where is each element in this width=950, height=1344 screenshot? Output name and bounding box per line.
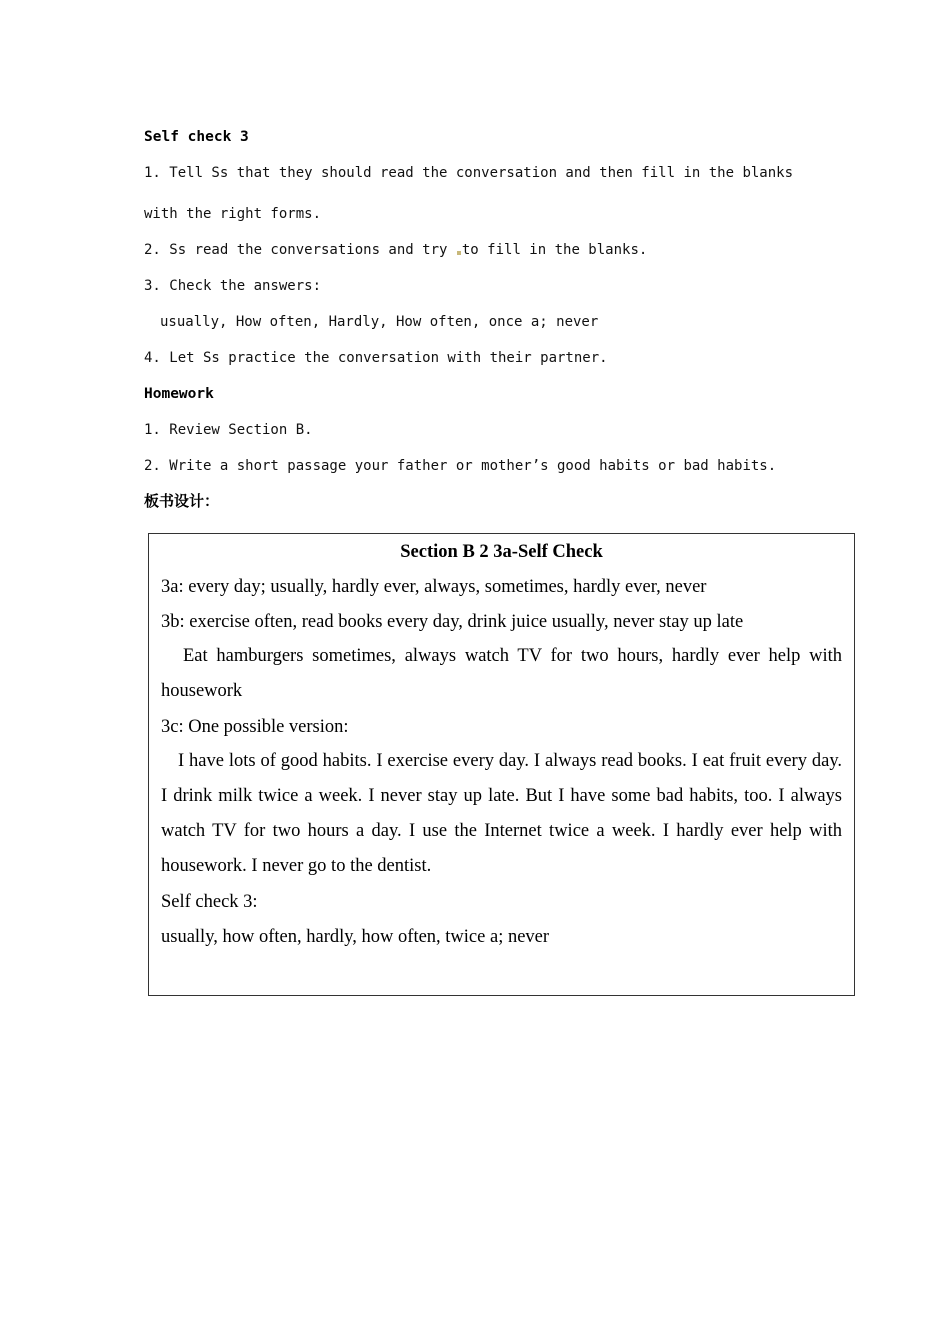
self-check-heading: Self check 3 — [144, 129, 249, 145]
self-check-step-2 — [144, 241, 647, 259]
self-check-step-2-part-a: 2. Ss read the conversations and try — [144, 242, 456, 258]
homework-item-2: 2. Write a short passage your father or mother’s good habits or bad habits. — [144, 458, 777, 474]
self-check-step-2-part-b: to fill in the blanks. — [461, 242, 648, 258]
board-line-3c: 3c: One possible version: — [161, 717, 349, 737]
self-check-step-3: 3. Check the answers: — [144, 278, 322, 294]
board-design-box — [148, 533, 855, 996]
board-design-heading: 板书设计： — [144, 492, 220, 510]
self-check-answers: usually, How often, Hardly, How often, once a; never — [160, 314, 599, 330]
board-title: Section B 2 3a-Self Check — [400, 542, 603, 562]
homework-item-1: 1. Review Section B. — [144, 422, 313, 438]
board-paragraph: I have lots of good habits. I exercise every day. I always read books. I eat fruit every day. I drink milk twice a week. I never stay up late. But I have some bad habits, too. I always watch TV for two hours a day. I use the Internet twice a week. I hardly ever help with housework. I never go to the dentist. — [161, 751, 842, 876]
board-line-3b-continued: Eat hamburgers sometimes, always watch TV for two hours, hardly ever help with housework — [161, 646, 842, 701]
board-line-3b: 3b: exercise often, read books every day, drink juice usually, never stay up late — [161, 612, 744, 632]
board-self-check-answers: usually, how often, hardly, how often, twice a; never — [161, 927, 550, 947]
board-line-3a: 3a: every day; usually, hardly ever, always, sometimes, hardly ever, never — [161, 577, 707, 597]
self-check-step-1-continued: with the right forms. — [144, 206, 322, 222]
anchor-mark — [457, 251, 461, 255]
self-check-step-4: 4. Let Ss practice the conversation with their partner. — [144, 350, 608, 366]
board-self-check-label: Self check 3: — [161, 892, 258, 912]
homework-heading: Homework — [144, 386, 214, 402]
self-check-step-1: 1. Tell Ss that they should read the conversation and then fill in the blanks — [144, 165, 794, 181]
